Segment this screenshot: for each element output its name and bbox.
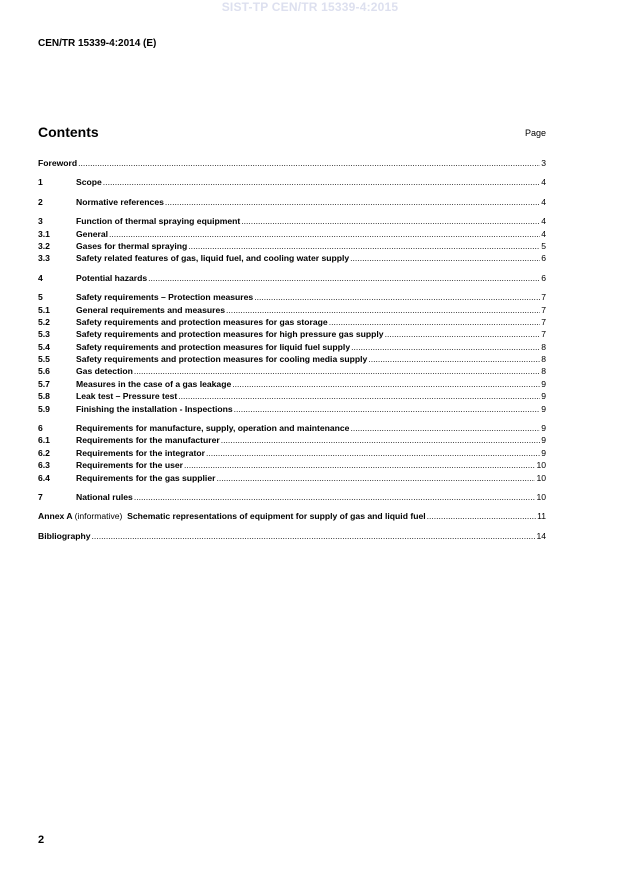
toc-leader-dots: [188, 240, 540, 252]
page-column-label: Page: [524, 128, 546, 138]
annex-label: Annex A: [38, 511, 73, 522]
toc-leader-dots: [368, 353, 540, 365]
toc-entry-3-2[interactable]: [38, 240, 546, 252]
toc-entry-5-9[interactable]: [38, 403, 546, 415]
toc-entry-annex-a[interactable]: [38, 510, 546, 522]
toc-entry-number: 6: [38, 423, 43, 434]
toc-annex-label: [38, 510, 426, 522]
toc-entry-number: 5.5: [38, 354, 50, 365]
toc-entry-5[interactable]: [38, 291, 546, 303]
toc-entry-6-4[interactable]: [38, 472, 546, 484]
toc-entry-page: 8: [541, 366, 546, 377]
toc-entry-page: 7: [541, 329, 546, 340]
toc-entry-title: Function of thermal spraying equipment: [76, 216, 241, 227]
toc-entry-number: 5.7: [38, 378, 50, 389]
toc-entry-4[interactable]: [38, 272, 546, 284]
toc-entry-page: 4: [541, 216, 546, 227]
toc-entry-title: National rules: [76, 491, 133, 502]
toc-entry-page: 4: [541, 177, 546, 188]
toc-entry-5-3[interactable]: [38, 328, 546, 340]
toc-leader-dots: [148, 272, 540, 284]
toc-entry-number: 4: [38, 272, 43, 283]
toc-entry-page: 9: [541, 423, 546, 434]
toc-entry-page: 7: [541, 292, 546, 303]
toc-entry-page: 9: [541, 447, 546, 458]
toc-entry-7[interactable]: [38, 491, 546, 503]
toc-entry-title: Safety requirements and protection measures for cooling media supply: [76, 354, 368, 365]
toc-entry-page: 7: [541, 316, 546, 327]
toc-entry-5-5[interactable]: [38, 353, 546, 365]
toc-entry-title: Schematic representations of equipment for supply of gas and liquid fuel: [127, 511, 426, 522]
toc-entry-page: 4: [541, 228, 546, 239]
toc-leader-dots: [351, 341, 540, 353]
toc-entry-6-1[interactable]: [38, 434, 546, 446]
toc-leader-dots: [241, 215, 540, 227]
page-number: 2: [38, 834, 45, 846]
toc-leader-dots: [109, 228, 540, 240]
toc-entry-number: 5.8: [38, 391, 50, 402]
toc-entry-number: 5.6: [38, 366, 50, 377]
toc-entry-page: 6: [541, 272, 546, 283]
toc-leader-dots: [184, 459, 535, 471]
toc-leader-dots: [232, 378, 540, 390]
toc-leader-dots: [134, 491, 536, 503]
toc-entry-page: 10: [536, 472, 546, 483]
toc-entry-title: Safety requirements and protection measures for gas storage: [76, 316, 328, 327]
toc-entry-3-3[interactable]: [38, 252, 546, 264]
toc-entry-title: Foreword: [38, 158, 78, 168]
toc-leader-dots: [206, 447, 540, 459]
toc-entry-number: 6.3: [38, 460, 50, 471]
toc-entry-number: 2: [38, 196, 43, 207]
toc-entry-page: 4: [541, 196, 546, 207]
toc-leader-dots: [350, 252, 540, 264]
toc-leader-dots: [254, 291, 540, 303]
toc-entry-page: 8: [541, 341, 546, 352]
toc-entry-3-1[interactable]: [38, 228, 546, 240]
toc-entry-page: 11: [537, 511, 546, 522]
toc-entry-page: 9: [541, 391, 546, 402]
toc-entry-number: 5: [38, 292, 43, 303]
document-id: CEN/TR 15339-4:2014 (E): [38, 38, 157, 49]
toc-entry-6-3[interactable]: [38, 459, 546, 471]
toc-entry-number: 6.2: [38, 447, 50, 458]
toc-entry-number: 6.4: [38, 472, 50, 483]
table-of-contents: [38, 157, 546, 542]
toc-entry-5-4[interactable]: [38, 341, 546, 353]
toc-entry-3[interactable]: [38, 215, 546, 227]
toc-entry-title: Requirements for manufacture, supply, operation and maintenance: [76, 423, 350, 434]
toc-entry-title: Bibliography: [38, 530, 91, 541]
toc-entry-page: 9: [541, 403, 546, 414]
watermark: SIST-TP CEN/TR 15339-4:2015: [221, 0, 399, 14]
toc-entry-number: 5.1: [38, 304, 50, 315]
toc-entry-number: 5.2: [38, 316, 50, 327]
toc-entry-title: Requirements for the manufacturer: [76, 435, 220, 446]
toc-leader-dots: [226, 304, 540, 316]
toc-entry-title: Safety related features of gas, liquid fuel, and cooling water supply: [76, 253, 350, 264]
toc-entry-title: Requirements for the user: [76, 460, 183, 471]
toc-leader-dots: [92, 530, 536, 542]
toc-entry-title: Safety requirements and protection measures for liquid fuel supply: [76, 341, 351, 352]
toc-entry-page: 10: [536, 460, 546, 471]
toc-entry-page: 3: [541, 158, 546, 168]
toc-entry-title: Gases for thermal spraying: [76, 240, 188, 251]
toc-leader-dots: [221, 434, 540, 446]
toc-entry-number: 5.3: [38, 329, 50, 340]
toc-entry-title: General requirements and measures: [76, 304, 226, 315]
contents-heading: Contents: [38, 124, 99, 140]
toc-entry-title: Requirements for the integrator: [76, 447, 205, 458]
toc-leader-dots: [385, 328, 541, 340]
toc-entry-number: 7: [38, 491, 43, 502]
toc-entry-page: 10: [536, 491, 546, 502]
toc-entry-6[interactable]: [38, 422, 546, 434]
toc-entry-page: 5: [541, 240, 546, 251]
toc-entry-number: 3.3: [38, 253, 50, 264]
toc-entry-5-6[interactable]: [38, 365, 546, 377]
toc-leader-dots: [103, 176, 540, 188]
toc-entry-foreword[interactable]: [38, 157, 546, 169]
toc-leader-dots: [350, 422, 540, 434]
toc-leader-dots: [78, 157, 540, 169]
toc-entry-title: Finishing the installation - Inspections: [76, 403, 233, 414]
toc-leader-dots: [216, 472, 535, 484]
toc-entry-number: 5.9: [38, 403, 50, 414]
toc-entry-title: Safety requirements and protection measures for high pressure gas supply: [76, 329, 384, 340]
toc-entry-title: Safety requirements – Protection measures: [76, 292, 254, 303]
toc-entry-page: 7: [541, 304, 546, 315]
toc-leader-dots: [165, 196, 540, 208]
toc-entry-number: 3: [38, 216, 43, 227]
toc-entry-title: Scope: [76, 177, 102, 188]
toc-entry-page: 9: [541, 435, 546, 446]
toc-entry-title: Gas detection: [76, 366, 133, 377]
annex-type: (informative): [74, 511, 123, 522]
toc-entry-number: 3.1: [38, 228, 50, 239]
toc-entry-number: 6.1: [38, 435, 50, 446]
toc-leader-dots: [427, 510, 536, 522]
toc-entry-title: General: [76, 228, 109, 239]
toc-leader-dots: [234, 403, 541, 415]
toc-entry-page: 9: [541, 378, 546, 389]
toc-entry-title: Requirements for the gas supplier: [76, 472, 216, 483]
toc-entry-bibliography[interactable]: [38, 530, 546, 542]
toc-entry-5-7[interactable]: [38, 378, 546, 390]
toc-entry-title: Potential hazards: [76, 272, 148, 283]
toc-entry-2[interactable]: [38, 196, 546, 208]
toc-entry-1[interactable]: [38, 176, 546, 188]
toc-entry-title: Leak test – Pressure test: [76, 391, 178, 402]
toc-entry-title: Normative references: [76, 196, 164, 207]
toc-entry-page: 14: [536, 530, 546, 541]
toc-leader-dots: [329, 316, 541, 328]
toc-entry-number: 5.4: [38, 341, 50, 352]
toc-entry-6-2[interactable]: [38, 447, 546, 459]
toc-leader-dots: [178, 390, 540, 402]
toc-entry-5-2[interactable]: [38, 316, 546, 328]
toc-entry-number: 1: [38, 177, 43, 188]
toc-entry-title: Measures in the case of a gas leakage: [76, 378, 232, 389]
toc-entry-page: 6: [541, 253, 546, 264]
toc-entry-page: 8: [541, 354, 546, 365]
toc-entry-number: 3.2: [38, 240, 50, 251]
toc-leader-dots: [134, 365, 540, 377]
toc-entry-5-8[interactable]: [38, 390, 546, 402]
toc-entry-5-1[interactable]: [38, 304, 546, 316]
